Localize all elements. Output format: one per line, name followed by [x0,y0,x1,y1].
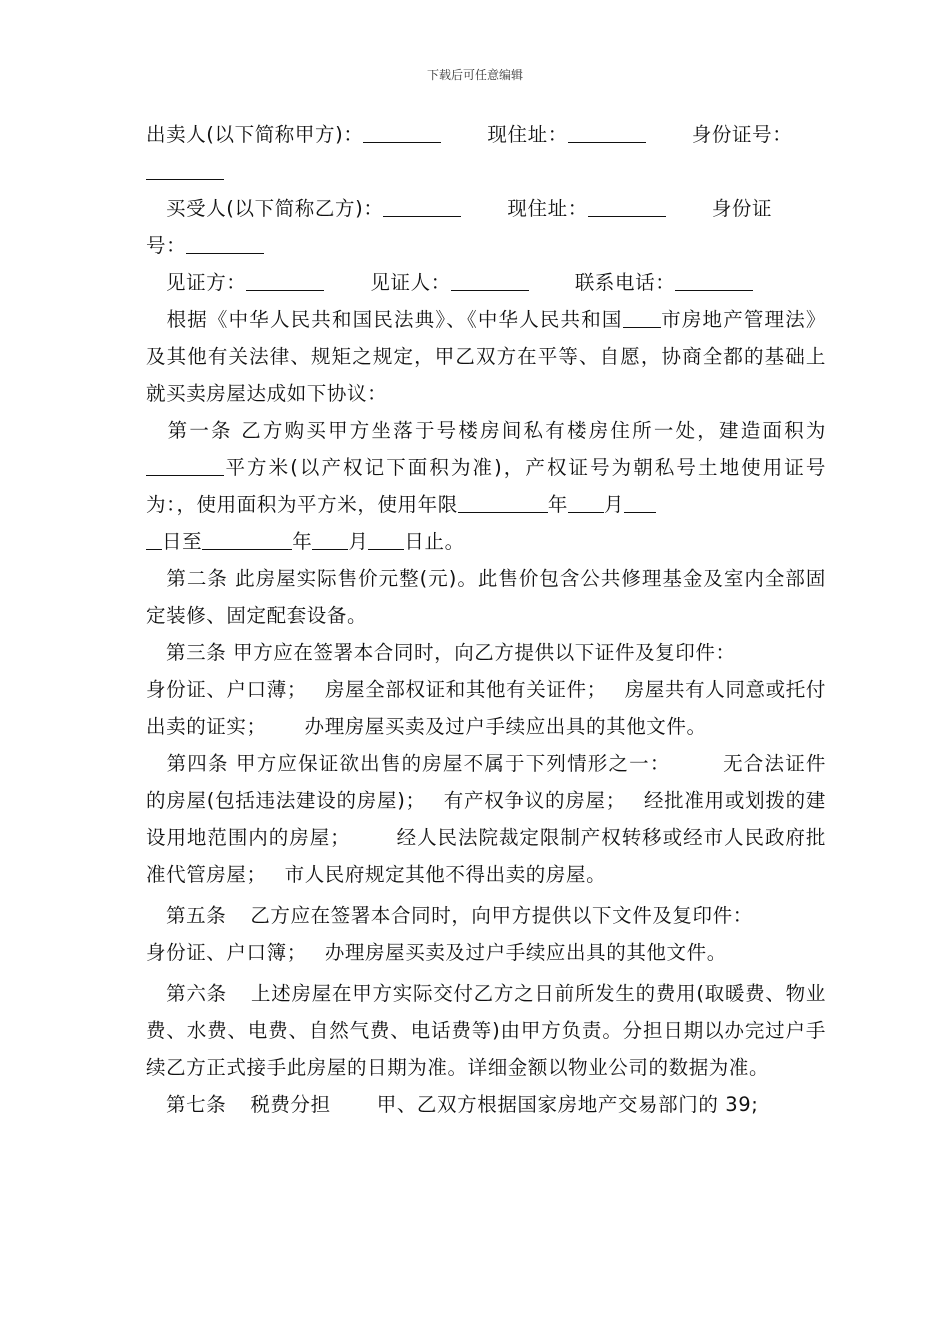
witness-party-label: 见证方： [166,271,247,294]
article1-day-end: 日止。 [404,530,465,553]
article4-item-4: 经人民法院裁定限制产权转移或经市人民政府批准代管房屋； [146,826,826,886]
article2-text: 第二条 此房屋实际售价元整(元)。此售价包含公共修理基金及室内全部固定装修、固定配套设备。 [146,567,826,627]
buyer-address-blank [588,198,666,217]
article-5 [146,897,826,971]
article-6 [146,975,826,1086]
article3-item-4: 办理房屋买卖及过户手续应出具的其他文件。 [304,715,707,738]
article3-item-2: 房屋全部权证和其他有关证件； [324,678,607,701]
article1-part2: 平方米(以产权记下面积为准)，产权证号为朝私号土地使用证号为：，使用面积为平方米，使用年限 [146,456,826,516]
article4-intro: 第四条 甲方应保证欲出售的房屋不属于下列情形之一： [166,752,671,775]
buyer-line [146,190,826,264]
seller-line [146,116,826,190]
article1-month-1: 月 [603,493,625,516]
seller-name-blank [363,124,441,143]
start-year-blank [458,494,548,513]
article6-title: 第六条 [166,982,227,1005]
article5-item-1: 身份证、户口簿； [146,941,307,964]
intro-part1: 根据《中华人民共和国民法典》、《中华人民共和国 [166,308,623,331]
article1-year-1: 年 [547,493,568,516]
seller-id-blank [146,161,224,180]
article1-year-2: 年 [292,530,313,553]
article5-intro: 乙方应在签署本合同时，向甲方提供以下文件及复印件： [250,904,753,927]
article1-day-from: 日至 [162,530,203,553]
article-3 [146,634,826,745]
article6-text: 上述房屋在甲方实际交付乙方之日前所发生的费用(取暖费、物业费、水费、电费、自然气费、电话费等)由甲方负责。分担日期以办完过户手续乙方正式接手此房屋的日期为准。详细金额以物业公司的数据为准。 [146,982,826,1079]
witness-person-blank [451,272,529,291]
article4-item-3: 经批准用或划拨的建设用地范围内的房屋； [146,789,826,849]
buyer-id-label-2: 号： [146,234,187,257]
phone-label: 联系电话： [574,271,676,294]
seller-address-label: 现住址： [487,123,568,146]
phone-blank [675,272,753,291]
witness-line [146,264,826,301]
article7-text: 甲、乙双方根据国家房地产交易部门的 39; [376,1093,759,1116]
city-blank [623,309,661,328]
start-day-blank-a [624,494,656,513]
intro-paragraph [146,301,826,412]
article3-item-3: 房屋共有人同意或托付出卖的证实； [146,678,826,738]
end-year-blank [202,531,292,550]
witness-person-label: 见证人： [370,271,451,294]
seller-label: 出卖人(以下简称甲方)： [146,123,364,146]
article-7 [146,1086,826,1123]
start-day-blank-b [146,531,162,550]
intro-part2: 市房地产管理法》及其他有关法律、规矩之规定，甲乙双方在平等、自愿，协商全都的基础上就买卖房屋达成如下协议： [146,308,826,405]
article1-month-2: 月 [348,530,369,553]
start-month-blank [568,494,604,513]
seller-id-label: 身份证号： [691,123,793,146]
area-blank [146,457,224,476]
contract-body [146,116,826,1123]
witness-party-blank [246,272,324,291]
article4-item-1: 无合法证件的房屋(包括违法建设的房屋)； [146,752,826,812]
article3-intro: 第三条 甲方应在签署本合同时，向乙方提供以下证件及复印件： [166,641,736,664]
buyer-id-blank [186,235,264,254]
article5-item-2: 办理房屋买卖及过户手续应出具的其他文件。 [324,941,727,964]
buyer-id-label-1: 身份证 [711,197,773,220]
buyer-label: 买受人(以下简称乙方)： [166,197,384,220]
article-2 [146,560,826,634]
buyer-name-blank [383,198,461,217]
article-4 [146,745,826,893]
article4-item-2: 有产权争议的房屋； [443,789,626,812]
header-note: 下载后可任意编辑 [426,68,523,82]
article7-subtitle: 税费分担 [250,1093,331,1116]
end-day-blank [368,531,404,550]
article-1 [146,412,826,560]
article5-title: 第五条 [166,904,227,927]
article1-part1: 第一条 乙方购买甲方坐落于号楼房间私有楼房住所一处，建造面积为 [166,419,826,442]
seller-address-blank [568,124,646,143]
article3-item-1: 身份证、户口薄； [146,678,307,701]
buyer-address-label: 现住址： [507,197,588,220]
article4-item-5: 市人民府规定其他不得出卖的房屋。 [284,863,607,886]
article7-title: 第七条 [166,1093,227,1116]
end-month-blank [312,531,348,550]
